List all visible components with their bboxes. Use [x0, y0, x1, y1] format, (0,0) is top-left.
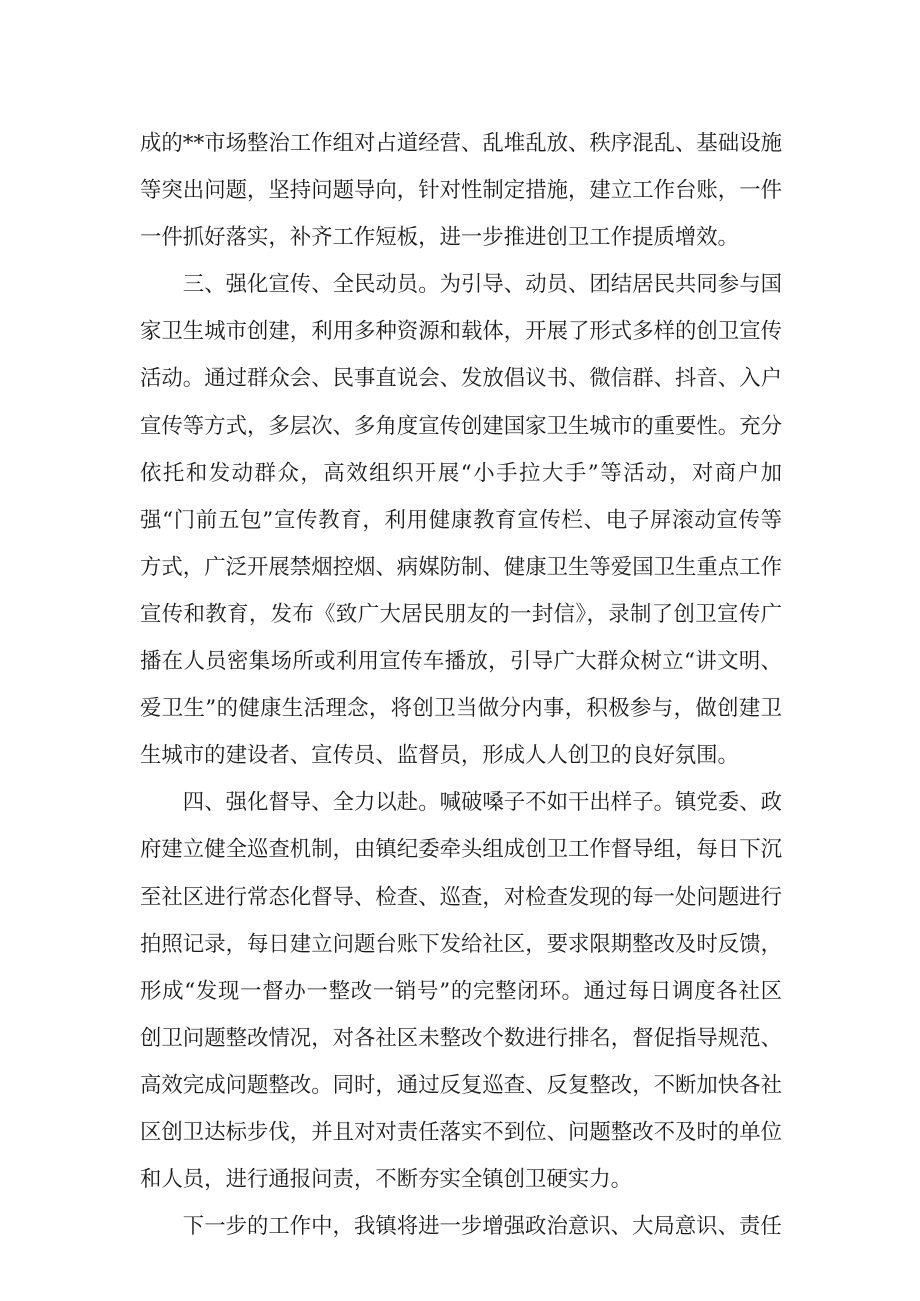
paragraph-supervision: 四、强化督导、全力以赴。喊破嗓子不如干出样子。镇党委、政府建立健全巡查机制，由镇纪委牵头组成创卫工作督导组，每日下沉至社区进行常态化督导、检查、巡查，对检查发现的每一处问题进行拍照记录，每日建立问题台账下发给社区，要求限期整改及时反馈，形成“发现一督办一整改一销号”的完整闭环。通过每日调度各社区创卫问题整改情况，对各社区未整改个数进行排名，督促指导规范、高效完成问题整改。同时，通过反复巡查、反复整改，不断加快各社区创卫达标步伐，并且对对责任落实不到位、问题整改不及时的单位和人员，进行通报问责，不断夯实全镇创卫硬实力。 — [140, 790, 782, 1193]
paragraph-next-steps: 下一步的工作中，我镇将进一步增强政治意识、大局意识、责任 — [182, 1214, 782, 1240]
document-body — [140, 120, 782, 1250]
paragraph-publicity-mobilization: 三、强化宣传、全民动员。为引导、动员、团结居民共同参与国家卫生城市创建，利用多种资源和载体，开展了形式多样的创卫宣传活动。通过群众会、民事直说会、发放倡议书、微信群、抖音、入户宣传等方式，多层次、多角度宣传创建国家卫生城市的重要性。充分依托和发动群众，高效组织开展“小手拉大手”等活动，对商户加强“门前五包”宣传教育，利用健康教育宣传栏、电子屏滚动宣传等方式，广泛开展禁烟控烟、病媒防制、健康卫生等爱国卫生重点工作宣传和教育，发布《致广大居民朋友的一封信》，录制了创卫宣传广播在人员密集场所或利用宣传车播放，引导广大群众树立“讲文明、爱卫生”的健康生活理念，将创卫当做分内事，积极参与，做创建卫生城市的建设者、宣传员、监督员，形成人人创卫的良好氛围。 — [140, 272, 782, 769]
paragraph-market-rectification: 成的**市场整治工作组对占道经营、乱堆乱放、秩序混乱、基础设施等突出问题，坚持问题导向，针对性制定措施，建立工作台账，一件一件抓好落实，补齐工作短板，进一步推进创卫工作提质增效。 — [140, 131, 782, 251]
